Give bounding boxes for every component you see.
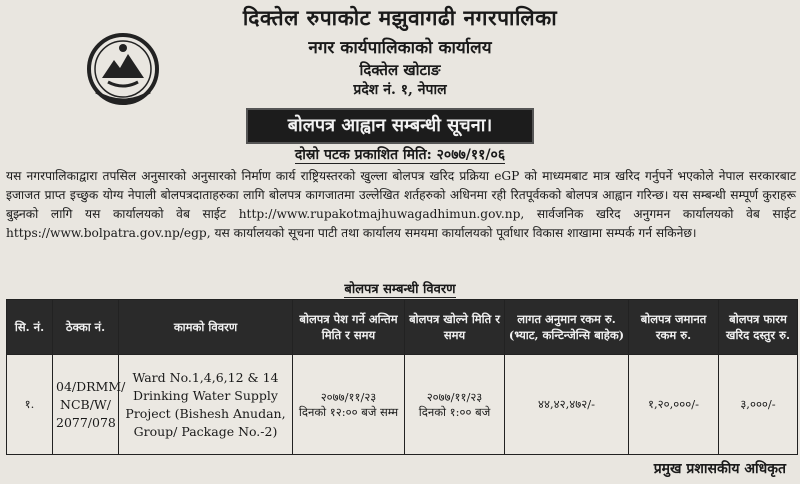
- open-date: २०७७/११/२३: [426, 389, 483, 404]
- col-header-work: कामको विवरण: [119, 300, 293, 355]
- cell-work: Ward No.1,4,6,12 & 14 Drinking Water Supply Project (Bishesh Anudan, Group/ Package No.-2): [119, 355, 293, 455]
- col-header-form-fee: बोलपत्र फारम खरिद दस्तुर रु.: [719, 300, 798, 355]
- table-row: [7, 355, 798, 455]
- cell-contract-no: 04/DRMM/ NCB/W/ 2077/078: [53, 355, 119, 455]
- notice-body: यस नगरपालिकाद्वारा तपसिल अनुसारको अनुसारको निर्माण कार्य राष्ट्रियस्तरको खुल्ला बोलपत्र खरिद प्रक्रिया eGP को माध्यमबाट मात्र खरिद गर्नुपर्ने भएकोले नेपाल सरकारबाट इजाजत प्राप्त इच्छुक योग्य नेपाली बोलपत्रदाताहरुका लागि बोलपत्र कागजातमा उल्लेखित शर्तहरुको अधिनमा रही रितपूर्वकको बोलपत्र आह्वान गरिन्छ। यस सम्बन्धी सम्पूर्ण कुराहरू बुझ्नको लागि यस कार्यालयको वेब साईट http://www.rupakotmajhuwagadhimun.gov.np, सार्वजनिक खरिद अनुगमन कार्यालयको वेब साईट https://www.bolpatra.gov.np/egp, यस कार्यालयको सूचना पाटी तथा कार्यालय समयमा कार्यालयको पूर्वाधार विकास शाखामा सम्पर्क गर्न सकिनेछ।: [6, 169, 796, 240]
- col-header-submit: बोलपत्र पेश गर्ने अन्तिम मिति र समय: [293, 300, 405, 355]
- province-line: प्रदेश नं. १, नेपाल: [353, 82, 447, 98]
- col-header-sn: सि. नं.: [7, 300, 53, 355]
- open-time: दिनको १:०० बजे: [418, 404, 491, 419]
- submit-time: दिनको १२:०० बजे सम्म: [298, 404, 399, 419]
- col-header-open: बोलपत्र खोल्ने मिति र समय: [405, 300, 505, 355]
- bid-details-table: [6, 299, 798, 455]
- cell-estimate: ४४,४२,४७२/-: [505, 355, 629, 455]
- col-header-estimate: लागत अनुमान रकम रु. (भ्याट, कन्टिन्जेन्सि बाहेक): [505, 300, 629, 355]
- cell-submit: [293, 355, 405, 455]
- cell-security: १,२०,०००/-: [629, 355, 719, 455]
- table-header-row: [7, 300, 798, 355]
- table-title-text: बोलपत्र सम्बन्धी विवरण: [344, 282, 456, 297]
- publish-date-text: दोस्रो पटक प्रकाशित मिति: २०७७/११/०६: [294, 147, 506, 163]
- col-header-security: बोलपत्र जमानत रकम रु.: [629, 300, 719, 355]
- notice-title: बोलपत्र आह्वान सम्बन्धी सूचना।: [246, 108, 534, 144]
- municipality-name: दिक्तेल रुपाकोट मझुवागढी नगरपालिका: [242, 5, 558, 30]
- cell-form-fee: ३,०००/-: [719, 355, 798, 455]
- col-header-contract: ठेक्का नं.: [53, 300, 119, 355]
- publish-date: [0, 145, 800, 164]
- table-title: [0, 279, 800, 297]
- office-location: दिक्तेल खोटाङ: [359, 61, 441, 79]
- cell-open: [405, 355, 505, 455]
- signature-title: प्रमुख प्रशासकीय अधिकृत: [653, 461, 786, 477]
- submit-date: २०७७/११/२३: [320, 389, 377, 404]
- office-name: नगर कार्यपालिकाको कार्यालय: [308, 38, 492, 58]
- cell-sn: १.: [7, 355, 53, 455]
